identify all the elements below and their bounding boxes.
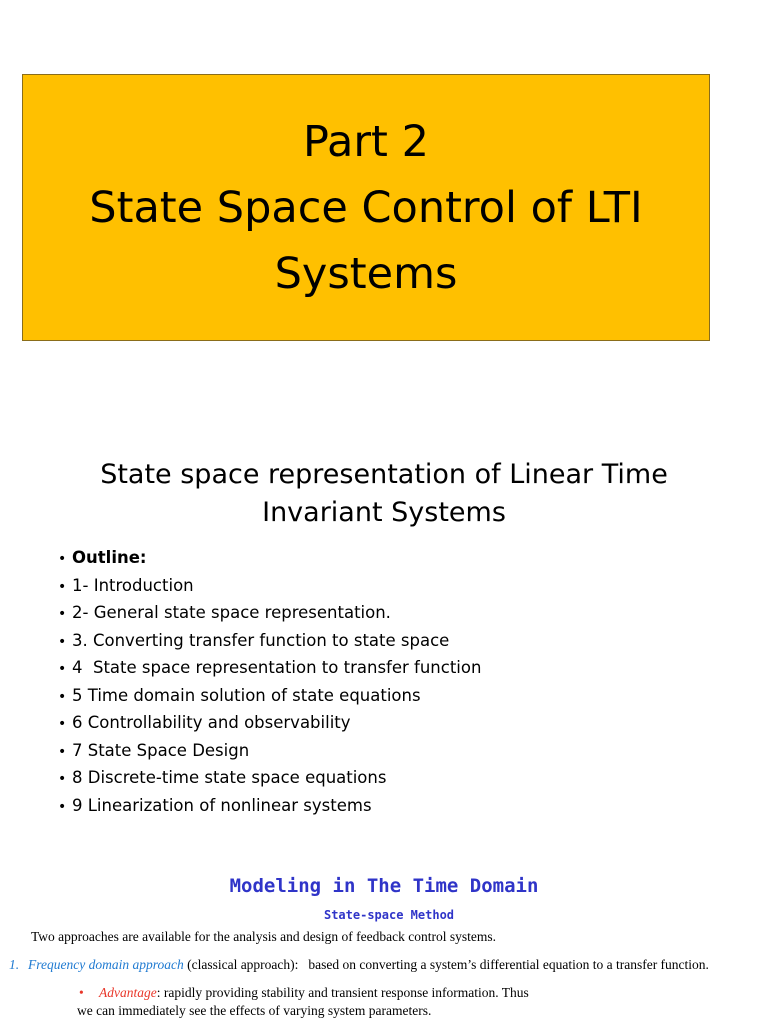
bullet-icon: • (58, 716, 67, 732)
approaches-intro-text: Two approaches are available for the analysis and design of feedback control systems. (31, 929, 497, 944)
outline-slide-title-line1: State space representation of Linear Time (100, 459, 668, 490)
outline-item (58, 573, 481, 601)
outline-item-label: 3. Converting transfer function to state space (72, 630, 450, 650)
outline-slide-title-line2: Invariant Systems (262, 497, 506, 528)
advantage-text-continued: we can immediately see the effects of varying system parameters. (77, 1003, 432, 1018)
outline-item-label: 7 State Space Design (72, 740, 250, 760)
bullet-icon: • (58, 578, 67, 595)
title-line-systems: Systems (274, 248, 458, 299)
time-domain-heading: Modeling in The Time Domain (229, 875, 539, 897)
outline-list (58, 545, 481, 820)
state-space-subheading: State-space Method (323, 908, 455, 922)
frequency-domain-description: based on converting a system’s differential equation to a transfer function. (308, 957, 709, 972)
outline-slide-title (0, 456, 768, 532)
outline-item-label: Outline: (72, 548, 147, 567)
outline-item (58, 683, 481, 711)
bullet-icon: • (58, 551, 67, 567)
outline-item (58, 600, 481, 628)
advantage-item (79, 984, 529, 1002)
outline-item-header (58, 545, 481, 573)
bullet-icon: • (58, 798, 67, 815)
bullet-icon: • (58, 661, 67, 677)
bullet-icon: • (58, 606, 67, 622)
outline-item (58, 710, 481, 738)
bullet-icon: • (58, 771, 67, 787)
bullet-icon: • (79, 985, 84, 1000)
item-number: 1. (9, 957, 20, 972)
bullet-icon: • (58, 743, 67, 760)
frequency-domain-item (9, 956, 709, 974)
title-line-part: Part 2 (303, 116, 429, 167)
outline-item (58, 628, 481, 656)
outline-item-label: 6 Controllability and observability (72, 713, 351, 732)
outline-item-label: 4 State space representation to transfer function (72, 658, 482, 677)
outline-item-label: 1- Introduction (72, 575, 194, 595)
advantage-text: : rapidly providing stability and transient response information. Thus (156, 985, 529, 1000)
title-slide-box (22, 74, 710, 341)
bullet-icon: • (58, 688, 67, 705)
advantage-label: Advantage (99, 985, 157, 1000)
outline-item (58, 793, 481, 821)
outline-item-label: 2- General state space representation. (72, 603, 391, 622)
classical-approach-qualifier: (classical approach): (183, 957, 299, 972)
title-line-topic: State Space Control of LTI (89, 182, 643, 233)
outline-item (58, 655, 481, 683)
outline-item (58, 738, 481, 766)
outline-item-label: 9 Linearization of nonlinear systems (72, 795, 372, 815)
outline-item-label: 5 Time domain solution of state equations (72, 685, 421, 705)
outline-item-label: 8 Discrete-time state space equations (72, 768, 387, 787)
bullet-icon: • (58, 633, 67, 650)
outline-item (58, 765, 481, 793)
frequency-domain-label: Frequency domain approach (28, 957, 184, 972)
